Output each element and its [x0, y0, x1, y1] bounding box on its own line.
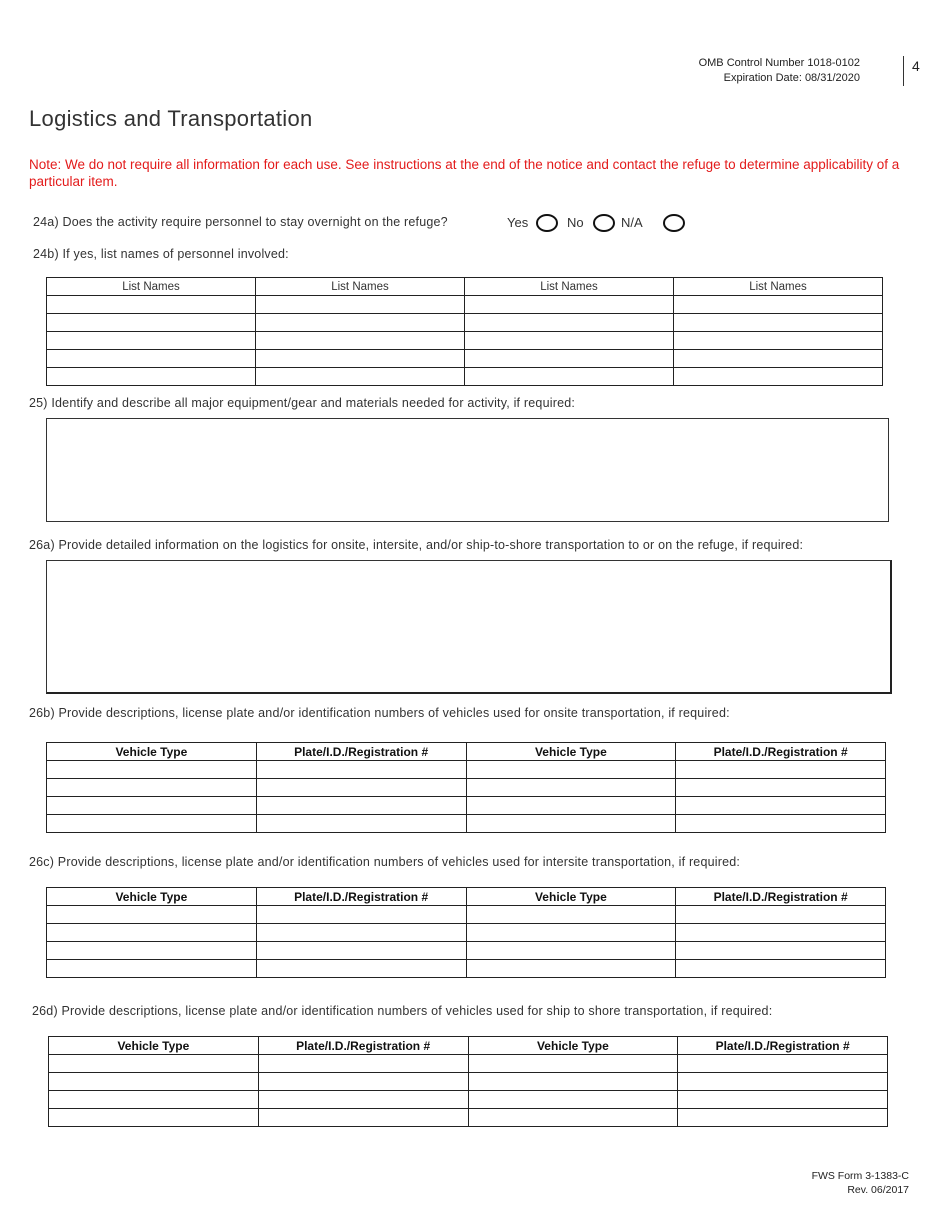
table-cell[interactable]	[256, 815, 466, 833]
table-cell[interactable]	[676, 924, 886, 942]
option-na-label: N/A	[621, 215, 643, 230]
column-header: Vehicle Type	[466, 888, 676, 906]
column-header: List Names	[674, 278, 883, 296]
table-row	[47, 906, 886, 924]
table-row	[47, 332, 883, 350]
table-row	[49, 1055, 888, 1073]
intersite-vehicles-table	[46, 887, 886, 978]
table-cell[interactable]	[676, 906, 886, 924]
table-cell[interactable]	[256, 906, 466, 924]
table-cell[interactable]	[674, 332, 883, 350]
table-cell[interactable]	[678, 1091, 888, 1109]
column-header: Vehicle Type	[466, 743, 676, 761]
equipment-text-area[interactable]	[46, 418, 889, 522]
table-cell[interactable]	[465, 332, 674, 350]
question-24b: 24b) If yes, list names of personnel involved:	[33, 247, 289, 261]
table-header-row	[47, 743, 886, 761]
table-cell[interactable]	[678, 1109, 888, 1127]
table-row	[47, 314, 883, 332]
table-cell[interactable]	[465, 368, 674, 386]
table-cell[interactable]	[466, 942, 676, 960]
table-row	[47, 350, 883, 368]
table-cell[interactable]	[47, 797, 257, 815]
table-row	[49, 1109, 888, 1127]
table-cell[interactable]	[47, 815, 257, 833]
table-cell[interactable]	[256, 314, 465, 332]
table-cell[interactable]	[47, 761, 257, 779]
omb-control-number: OMB Control Number 1018-0102	[698, 57, 860, 69]
table-cell[interactable]	[676, 815, 886, 833]
column-header: Plate/I.D./Registration #	[676, 888, 886, 906]
table-row	[47, 815, 886, 833]
table-cell[interactable]	[47, 350, 256, 368]
column-header: Plate/I.D./Registration #	[256, 888, 466, 906]
table-cell[interactable]	[256, 296, 465, 314]
table-cell[interactable]	[47, 296, 256, 314]
table-row	[47, 924, 886, 942]
table-cell[interactable]	[258, 1073, 468, 1091]
table-cell[interactable]	[256, 797, 466, 815]
radio-yes[interactable]	[536, 214, 558, 232]
table-row	[47, 797, 886, 815]
table-row	[49, 1091, 888, 1109]
column-header: List Names	[256, 278, 465, 296]
table-header-row	[47, 278, 883, 296]
table-cell[interactable]	[256, 350, 465, 368]
table-row	[47, 368, 883, 386]
table-cell[interactable]	[47, 960, 257, 978]
table-cell[interactable]	[468, 1091, 678, 1109]
table-cell[interactable]	[47, 779, 257, 797]
table-cell[interactable]	[49, 1073, 259, 1091]
table-cell[interactable]	[256, 761, 466, 779]
table-cell[interactable]	[678, 1055, 888, 1073]
table-cell[interactable]	[466, 906, 676, 924]
table-cell[interactable]	[676, 779, 886, 797]
table-cell[interactable]	[466, 960, 676, 978]
table-cell[interactable]	[468, 1055, 678, 1073]
question-26b: 26b) Provide descriptions, license plate and/or identification numbers of vehicles used for onsite transportation, if required:	[29, 706, 730, 720]
omb-block	[699, 56, 860, 86]
column-header: Vehicle Type	[47, 743, 257, 761]
radio-no[interactable]	[593, 214, 615, 232]
column-header: Vehicle Type	[49, 1037, 259, 1055]
table-header-row	[47, 888, 886, 906]
table-cell[interactable]	[465, 350, 674, 368]
radio-na[interactable]	[663, 214, 685, 232]
table-header-row	[49, 1037, 888, 1055]
table-cell[interactable]	[258, 1091, 468, 1109]
table-cell[interactable]	[676, 797, 886, 815]
table-row	[47, 779, 886, 797]
form-revision: Rev. 06/2017	[847, 1184, 909, 1196]
table-cell[interactable]	[468, 1109, 678, 1127]
column-header: Vehicle Type	[468, 1037, 678, 1055]
table-cell[interactable]	[676, 761, 886, 779]
table-row	[49, 1073, 888, 1091]
table-cell[interactable]	[465, 296, 674, 314]
question-26c: 26c) Provide descriptions, license plate and/or identification numbers of vehicles used for intersite transportation, if required:	[29, 855, 741, 869]
table-cell[interactable]	[256, 368, 465, 386]
table-cell[interactable]	[256, 942, 466, 960]
form-number: FWS Form 3-1383-C	[811, 1170, 909, 1182]
column-header: Plate/I.D./Registration #	[258, 1037, 468, 1055]
question-26d: 26d) Provide descriptions, license plate and/or identification numbers of vehicles used for ship to shore transportation, if required:	[32, 1004, 773, 1018]
note-text: Note: We do not require all information for each use. See instructions at the end of the notice and contact the refuge to determine applicability of a particular item.	[29, 157, 900, 189]
table-cell[interactable]	[256, 332, 465, 350]
table-cell[interactable]	[49, 1091, 259, 1109]
table-cell[interactable]	[256, 779, 466, 797]
column-header: List Names	[47, 278, 256, 296]
ship-to-shore-vehicles-table	[48, 1036, 888, 1127]
table-cell[interactable]	[258, 1109, 468, 1127]
column-header: List Names	[465, 278, 674, 296]
table-cell[interactable]	[674, 314, 883, 332]
option-no-label: No	[567, 215, 584, 230]
table-row	[47, 296, 883, 314]
table-cell[interactable]	[674, 350, 883, 368]
onsite-vehicles-table	[46, 742, 886, 833]
column-header: Vehicle Type	[47, 888, 257, 906]
page-number-divider	[903, 56, 904, 86]
question-26a: 26a) Provide detailed information on the logistics for onsite, intersite, and/or ship-to-shore transportation to or on the refuge, if required:	[29, 538, 804, 552]
table-cell[interactable]	[466, 797, 676, 815]
logistics-text-area[interactable]	[46, 560, 892, 694]
table-cell[interactable]	[49, 1055, 259, 1073]
table-cell[interactable]	[256, 924, 466, 942]
column-header: Plate/I.D./Registration #	[676, 743, 886, 761]
expiration-date: Expiration Date: 08/31/2020	[723, 72, 860, 84]
table-cell[interactable]	[676, 960, 886, 978]
option-yes-label: Yes	[507, 215, 529, 230]
table-cell[interactable]	[47, 368, 256, 386]
personnel-names-table	[46, 277, 883, 386]
table-cell[interactable]	[676, 942, 886, 960]
column-header: Plate/I.D./Registration #	[678, 1037, 888, 1055]
table-cell[interactable]	[466, 779, 676, 797]
table-cell[interactable]	[258, 1055, 468, 1073]
table-cell[interactable]	[466, 761, 676, 779]
form-footer	[812, 1169, 909, 1197]
page-title: Logistics and Transportation	[29, 106, 313, 131]
table-cell[interactable]	[674, 296, 883, 314]
table-cell[interactable]	[47, 332, 256, 350]
table-cell[interactable]	[47, 924, 257, 942]
table-cell[interactable]	[678, 1073, 888, 1091]
table-row	[47, 761, 886, 779]
page-number: 4	[912, 58, 920, 74]
table-cell[interactable]	[49, 1109, 259, 1127]
table-row	[47, 942, 886, 960]
question-25: 25) Identify and describe all major equipment/gear and materials needed for activity, if required:	[29, 396, 576, 410]
table-cell[interactable]	[466, 815, 676, 833]
table-cell[interactable]	[47, 314, 256, 332]
question-24a: 24a) Does the activity require personnel to stay overnight on the refuge?	[33, 215, 448, 229]
table-cell[interactable]	[47, 906, 257, 924]
column-header: Plate/I.D./Registration #	[256, 743, 466, 761]
table-cell[interactable]	[465, 314, 674, 332]
table-cell[interactable]	[47, 942, 257, 960]
table-cell[interactable]	[674, 368, 883, 386]
table-cell[interactable]	[466, 924, 676, 942]
table-cell[interactable]	[256, 960, 466, 978]
table-cell[interactable]	[468, 1073, 678, 1091]
table-row	[47, 960, 886, 978]
